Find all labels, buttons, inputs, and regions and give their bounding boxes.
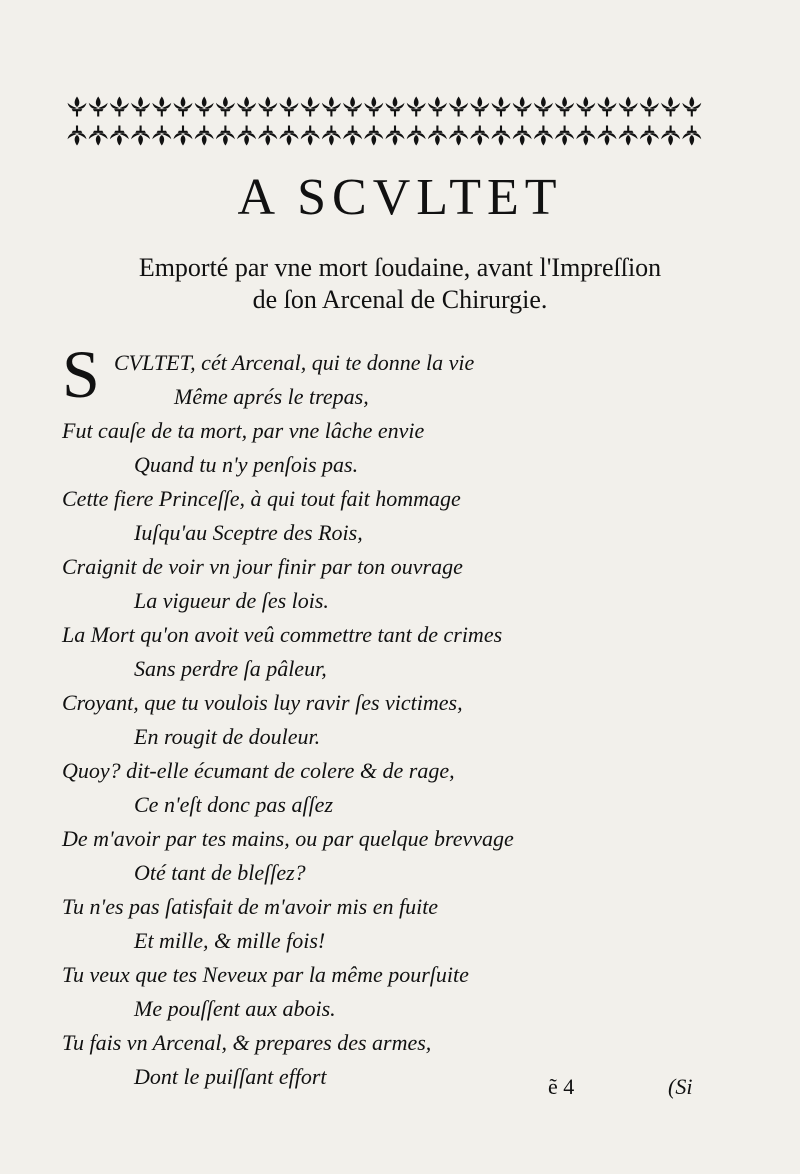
poem-line: En rougit de douleur. bbox=[134, 724, 321, 749]
signature-mark: ẽ 4 bbox=[548, 1074, 575, 1099]
poem-line: Dont le puiſſant effort bbox=[134, 1064, 327, 1089]
poem-line: Croyant, que tu voulois luy ravir ſes victimes, bbox=[62, 690, 463, 715]
page-subtitle bbox=[60, 252, 740, 316]
poem-line: Ce n'eſt donc pas aſſez bbox=[134, 792, 334, 817]
drop-cap: S bbox=[62, 336, 100, 412]
poem-line: CVLTET, cét Arcenal, qui te donne la vie bbox=[114, 350, 475, 375]
poem-line: Cette fiere Princeſſe, à qui tout fait hommage bbox=[62, 486, 461, 511]
fleuron-border-ornament bbox=[66, 92, 706, 150]
poem-line: Iuſqu'au Sceptre des Rois, bbox=[134, 520, 363, 545]
poem-line: Et mille, & mille fois! bbox=[134, 928, 326, 953]
catchword: (Si bbox=[668, 1074, 693, 1099]
subtitle-line-2: de ſon Arcenal de Chirurgie. bbox=[252, 285, 548, 314]
poem-line: Quand tu n'y penſois pas. bbox=[134, 452, 359, 477]
poem-line: Tu n'es pas ſatisfait de m'avoir mis en fuite bbox=[62, 894, 439, 919]
poem-line: La vigueur de ſes lois. bbox=[134, 588, 329, 613]
poem-line: Quoy? dit-elle écumant de colere & de rage, bbox=[62, 758, 455, 783]
poem-line: Tu veux que tes Neveux par la même pourſuite bbox=[62, 962, 469, 987]
poem-line: Oté tant de bleſſez? bbox=[134, 860, 306, 885]
poem-line: De m'avoir par tes mains, ou par quelque brevvage bbox=[62, 826, 514, 851]
poem-line: La Mort qu'on avoit veû commettre tant de crimes bbox=[62, 622, 503, 647]
poem-line: Sans perdre ſa pâleur, bbox=[134, 656, 327, 681]
poem-line: Fut cauſe de ta mort, par vne lâche envie bbox=[62, 418, 425, 443]
poem-line: Me pouſſent aux abois. bbox=[134, 996, 336, 1021]
poem-line: Même aprés le trepas, bbox=[174, 384, 369, 409]
subtitle-line-1: Emporté par vne mort ſoudaine, avant l'Impreſſion bbox=[138, 253, 662, 282]
page-title: A SCVLTET bbox=[237, 169, 563, 226]
poem-line: Craignit de voir vn jour finir par ton ouvrage bbox=[62, 554, 463, 579]
poem-line: Tu fais vn Arcenal, & prepares des armes, bbox=[62, 1030, 432, 1055]
